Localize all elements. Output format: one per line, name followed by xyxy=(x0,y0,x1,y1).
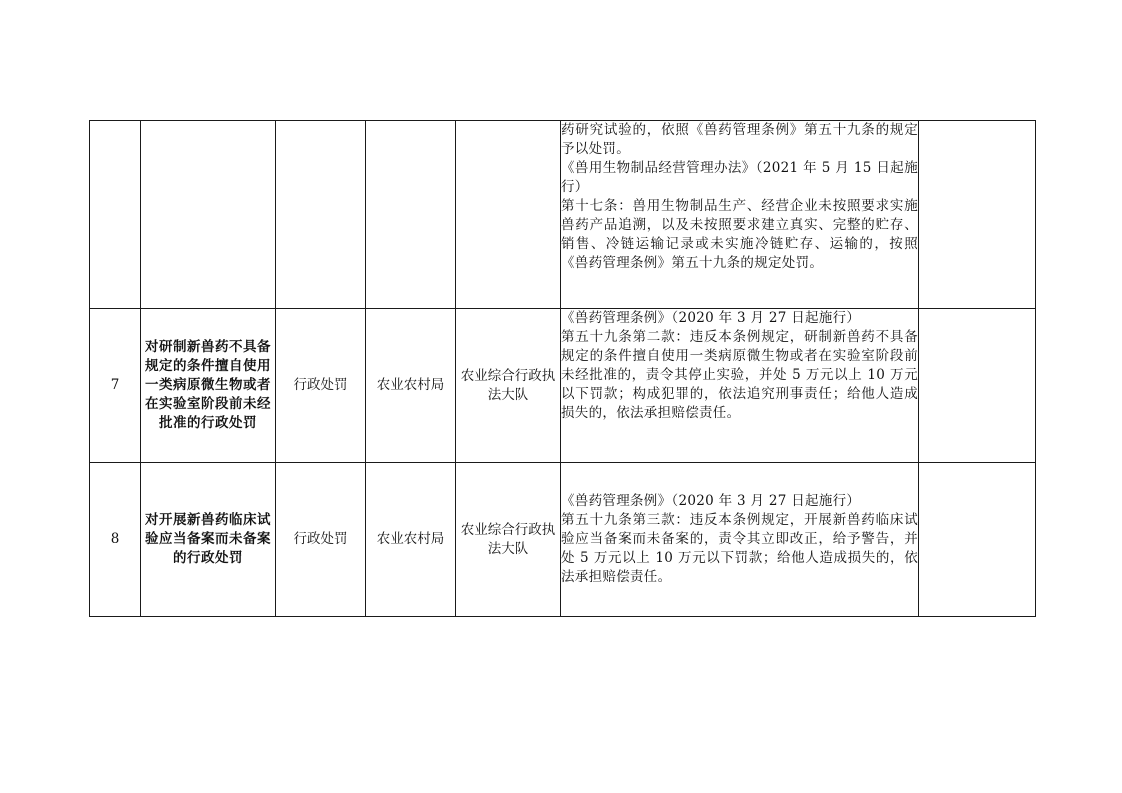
responsible-department: 农业农村局 xyxy=(366,463,456,617)
legal-basis-paragraph: 《兽药管理条例》（2020 年 3 月 27 日起施行） xyxy=(561,310,861,326)
row-number xyxy=(90,121,141,309)
table-row xyxy=(90,309,1036,463)
row-number: 8 xyxy=(90,463,141,617)
responsible-department: 农业农村局 xyxy=(366,309,456,463)
remark-cell xyxy=(919,309,1036,463)
penalty-items-table xyxy=(89,120,1036,617)
legal-basis xyxy=(561,463,919,617)
legal-basis xyxy=(561,121,919,309)
remark-cell xyxy=(919,463,1036,617)
legal-basis-paragraph: 药研究试验的，依照《兽药管理条例》第五十九条的规定予以处罚。 xyxy=(561,122,918,157)
enforcement-body: 农业综合行政执法大队 xyxy=(456,309,561,463)
legal-basis-paragraph: 第五十九条第二款：违反本条例规定，研制新兽药不具备规定的条件擅自使用一类病原微生物或者在实验室阶段前未经批准的，责令其停止实验，并处 5 万元以上 10 万元以下罚款；构成犯罪的，依法追究刑事责任；给他人造成损失的，依法承担赔偿责任。 xyxy=(561,329,918,421)
power-category: 行政处罚 xyxy=(276,309,366,463)
responsible-department xyxy=(366,121,456,309)
legal-basis xyxy=(561,309,919,463)
penalty-item-name: 对研制新兽药不具备规定的条件擅自使用一类病原微生物或者在实验室阶段前未经批准的行政处罚 xyxy=(141,309,276,463)
power-category: 行政处罚 xyxy=(276,463,366,617)
enforcement-body xyxy=(456,121,561,309)
enforcement-body: 农业综合行政执法大队 xyxy=(456,463,561,617)
table-row xyxy=(90,121,1036,309)
table-row xyxy=(90,463,1036,617)
penalty-item-name xyxy=(141,121,276,309)
row-number: 7 xyxy=(90,309,141,463)
penalty-item-name: 对开展新兽药临床试验应当备案而未备案的行政处罚 xyxy=(141,463,276,617)
legal-basis-paragraph: 《兽用生物制品经营管理办法》（2021 年 5 月 15 日起施行） xyxy=(561,160,918,195)
legal-basis-paragraph: 第五十九条第三款：违反本条例规定，开展新兽药临床试验应当备案而未备案的，责令其立即改正，给予警告，并处 5 万元以上 10 万元以下罚款；给他人造成损失的，依法承担赔偿责任。 xyxy=(561,512,918,585)
remark-cell xyxy=(919,121,1036,309)
legal-basis-paragraph: 第十七条：兽用生物制品生产、经营企业未按照要求实施兽药产品追溯，以及未按照要求建立真实、完整的贮存、销售、冷链运输记录或未实施冷链贮存、运输的，按照《兽药管理条例》第五十九条的规定处罚。 xyxy=(561,198,918,271)
legal-basis-paragraph: 《兽药管理条例》（2020 年 3 月 27 日起施行） xyxy=(561,493,861,509)
power-category xyxy=(276,121,366,309)
